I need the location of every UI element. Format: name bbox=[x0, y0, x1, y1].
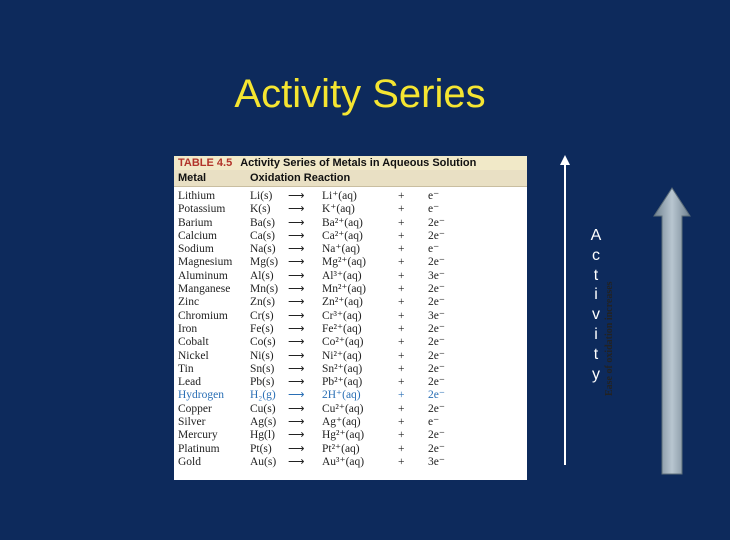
activity-letter: i bbox=[594, 286, 598, 304]
metal-name: Nickel bbox=[178, 349, 209, 362]
reaction-arrow-icon: ⟶ bbox=[288, 256, 305, 269]
table-row bbox=[174, 456, 527, 469]
plus-sign: + bbox=[398, 336, 405, 349]
metal-name: Gold bbox=[178, 455, 201, 468]
plus-sign: + bbox=[398, 429, 405, 442]
metal-name: Copper bbox=[178, 402, 212, 415]
plus-sign: + bbox=[398, 296, 405, 309]
reactant: Fe(s) bbox=[250, 322, 274, 335]
plus-sign: + bbox=[398, 283, 405, 296]
metal-name: Silver bbox=[178, 416, 206, 429]
electrons: 2e⁻ bbox=[428, 322, 445, 335]
table-row bbox=[174, 270, 527, 283]
product-ion: Na⁺(aq) bbox=[322, 243, 360, 256]
reaction-arrow-icon: ⟶ bbox=[288, 243, 305, 256]
metal-name: Mercury bbox=[178, 429, 218, 442]
plus-sign: + bbox=[398, 309, 405, 322]
reactant: Pb(s) bbox=[250, 376, 275, 389]
metal-name: Lead bbox=[178, 376, 201, 389]
reaction-arrow-icon: ⟶ bbox=[288, 429, 305, 442]
table-row bbox=[174, 283, 527, 296]
metal-name: Platinum bbox=[178, 442, 220, 455]
reactant: Ba(s) bbox=[250, 216, 275, 229]
electrons: 2e⁻ bbox=[428, 216, 445, 229]
electrons: 3e⁻ bbox=[428, 269, 445, 282]
plus-sign: + bbox=[398, 349, 405, 362]
table-row bbox=[174, 416, 527, 429]
reaction-arrow-icon: ⟶ bbox=[288, 269, 305, 282]
table-row bbox=[174, 376, 527, 389]
reaction-arrow-icon: ⟶ bbox=[288, 309, 305, 322]
table-title-text: Activity Series of Metals in Aqueous Solution bbox=[240, 157, 477, 169]
electrons: 2e⁻ bbox=[428, 283, 445, 296]
activity-letter: v bbox=[592, 306, 600, 324]
electrons: 2e⁻ bbox=[428, 402, 445, 415]
product-ion: Li⁺(aq) bbox=[322, 190, 357, 202]
table-row bbox=[174, 389, 527, 402]
plus-sign: + bbox=[398, 389, 405, 402]
table-label: TABLE 4.5 bbox=[178, 157, 233, 169]
reaction-arrow-icon: ⟶ bbox=[288, 376, 305, 389]
plus-sign: + bbox=[398, 402, 405, 415]
metal-name: Manganese bbox=[178, 283, 231, 296]
reaction-arrow-icon: ⟶ bbox=[288, 190, 305, 202]
table-row bbox=[174, 230, 527, 243]
electrons: 2e⁻ bbox=[428, 442, 445, 455]
metal-name: Calcium bbox=[178, 229, 217, 242]
electrons: 2e⁻ bbox=[428, 389, 445, 402]
plus-sign: + bbox=[398, 455, 405, 468]
table-row bbox=[174, 403, 527, 416]
reaction-arrow-icon: ⟶ bbox=[288, 322, 305, 335]
activity-letter: c bbox=[592, 246, 600, 264]
plus-sign: + bbox=[398, 269, 405, 282]
product-ion: Mn²⁺(aq) bbox=[322, 283, 367, 296]
reactant: Ag(s) bbox=[250, 416, 277, 429]
plus-sign: + bbox=[398, 216, 405, 229]
reaction-arrow-icon: ⟶ bbox=[288, 296, 305, 309]
metal-name: Barium bbox=[178, 216, 213, 229]
plus-sign: + bbox=[398, 243, 405, 256]
reactant: Mg(s) bbox=[250, 256, 279, 269]
product-ion: Cr³⁺(aq) bbox=[322, 309, 362, 322]
product-ion: Ba²⁺(aq) bbox=[322, 216, 363, 229]
column-header-metal: Metal bbox=[178, 172, 207, 184]
slide-title: Activity Series bbox=[234, 72, 486, 116]
reaction-arrow-icon: ⟶ bbox=[288, 416, 305, 429]
metal-name: Cobalt bbox=[178, 336, 209, 349]
table-row bbox=[174, 350, 527, 363]
product-ion: Pt²⁺(aq) bbox=[322, 442, 360, 455]
table-header-bar bbox=[174, 156, 527, 170]
plus-sign: + bbox=[398, 362, 405, 375]
reactant: K(s) bbox=[250, 203, 271, 216]
product-ion: Au³⁺(aq) bbox=[322, 455, 365, 468]
oxidation-arrow-label: Ease of oxidation increases bbox=[604, 281, 615, 396]
oxidation-arrow-icon bbox=[652, 186, 692, 476]
product-ion: K⁺(aq) bbox=[322, 203, 355, 216]
product-ion: Ag⁺(aq) bbox=[322, 416, 361, 429]
table-row bbox=[174, 203, 527, 216]
reaction-arrow-icon: ⟶ bbox=[288, 455, 305, 468]
reactant: Sn(s) bbox=[250, 362, 275, 375]
reaction-arrow-icon: ⟶ bbox=[288, 336, 305, 349]
metal-name: Tin bbox=[178, 362, 194, 375]
metal-name: Iron bbox=[178, 322, 198, 335]
table-row bbox=[174, 363, 527, 376]
plus-sign: + bbox=[398, 190, 405, 202]
product-ion: Al³⁺(aq) bbox=[322, 269, 362, 282]
reactant: Hg(l) bbox=[250, 429, 275, 442]
plus-sign: + bbox=[398, 416, 405, 429]
plus-sign: + bbox=[398, 376, 405, 389]
reactant: Mn(s) bbox=[250, 283, 279, 296]
metal-name: Hydrogen bbox=[178, 389, 224, 402]
product-ion: Hg²⁺(aq) bbox=[322, 429, 365, 442]
table-title bbox=[178, 157, 476, 169]
table-row bbox=[174, 296, 527, 309]
activity-letter: t bbox=[593, 345, 599, 363]
reaction-arrow-icon: ⟶ bbox=[288, 283, 305, 296]
product-ion: Sn²⁺(aq) bbox=[322, 362, 363, 375]
reactant: H₂(g) bbox=[250, 389, 276, 402]
metal-name: Magnesium bbox=[178, 256, 233, 269]
table-row bbox=[174, 243, 527, 256]
activity-letter: y bbox=[592, 365, 600, 383]
table-row bbox=[174, 443, 527, 456]
reactant: Zn(s) bbox=[250, 296, 275, 309]
electrons: 2e⁻ bbox=[428, 256, 445, 269]
metal-name: Lithium bbox=[178, 190, 216, 202]
reactant: Cr(s) bbox=[250, 309, 274, 322]
reactant: Li(s) bbox=[250, 190, 273, 202]
table-row bbox=[174, 256, 527, 269]
electrons: 2e⁻ bbox=[428, 429, 445, 442]
plus-sign: + bbox=[398, 442, 405, 455]
electrons: 2e⁻ bbox=[428, 296, 445, 309]
plus-sign: + bbox=[398, 322, 405, 335]
electrons: 3e⁻ bbox=[428, 455, 445, 468]
electrons: e⁻ bbox=[428, 190, 440, 202]
electrons: 2e⁻ bbox=[428, 336, 445, 349]
plus-sign: + bbox=[398, 203, 405, 216]
reactant: Au(s) bbox=[250, 455, 277, 468]
reactant: Pt(s) bbox=[250, 442, 272, 455]
column-header-reaction: Oxidation Reaction bbox=[250, 172, 351, 184]
table-row bbox=[174, 310, 527, 323]
reaction-arrow-icon: ⟶ bbox=[288, 216, 305, 229]
activity-vertical-word bbox=[586, 226, 606, 384]
table-row bbox=[174, 217, 527, 230]
electrons: e⁻ bbox=[428, 416, 440, 429]
reaction-arrow-icon: ⟶ bbox=[288, 402, 305, 415]
electrons: 2e⁻ bbox=[428, 376, 445, 389]
activity-letter: A bbox=[590, 227, 602, 244]
product-ion: Mg²⁺(aq) bbox=[322, 256, 367, 269]
metal-name: Zinc bbox=[178, 296, 200, 309]
activity-letter: i bbox=[594, 325, 598, 343]
plus-sign: + bbox=[398, 229, 405, 242]
plus-sign: + bbox=[398, 256, 405, 269]
product-ion: Pb²⁺(aq) bbox=[322, 376, 363, 389]
reactant: Ca(s) bbox=[250, 229, 275, 242]
metal-name: Aluminum bbox=[178, 269, 228, 282]
reaction-arrow-icon: ⟶ bbox=[288, 389, 305, 402]
table-row bbox=[174, 336, 527, 349]
reaction-arrow-icon: ⟶ bbox=[288, 362, 305, 375]
reaction-arrow-icon: ⟶ bbox=[288, 229, 305, 242]
metal-name: Potassium bbox=[178, 203, 226, 216]
product-ion: Ni²⁺(aq) bbox=[322, 349, 362, 362]
activity-series-table bbox=[174, 156, 615, 480]
product-ion: Cu²⁺(aq) bbox=[322, 402, 364, 415]
electrons: 2e⁻ bbox=[428, 349, 445, 362]
electrons: 2e⁻ bbox=[428, 362, 445, 375]
electrons: 2e⁻ bbox=[428, 229, 445, 242]
electrons: e⁻ bbox=[428, 203, 440, 216]
electrons: e⁻ bbox=[428, 243, 440, 256]
activity-up-arrow-icon bbox=[555, 155, 575, 467]
table-row bbox=[174, 190, 527, 203]
electrons: 3e⁻ bbox=[428, 309, 445, 322]
table-row bbox=[174, 429, 527, 442]
table-row bbox=[174, 323, 527, 336]
column-headers bbox=[174, 170, 527, 187]
table-rows bbox=[174, 190, 527, 469]
product-ion: Zn²⁺(aq) bbox=[322, 296, 363, 309]
reactant: Al(s) bbox=[250, 269, 274, 282]
reaction-arrow-icon: ⟶ bbox=[288, 349, 305, 362]
activity-letter: t bbox=[593, 266, 599, 284]
reaction-arrow-icon: ⟶ bbox=[288, 203, 305, 216]
metal-name: Sodium bbox=[178, 243, 214, 256]
reactant: Cu(s) bbox=[250, 402, 276, 415]
product-ion: Fe²⁺(aq) bbox=[322, 322, 362, 335]
reactant: Na(s) bbox=[250, 243, 276, 256]
metal-name: Chromium bbox=[178, 309, 228, 322]
product-ion: Ca²⁺(aq) bbox=[322, 229, 363, 242]
product-ion: Co²⁺(aq) bbox=[322, 336, 364, 349]
reactant: Co(s) bbox=[250, 336, 276, 349]
reaction-arrow-icon: ⟶ bbox=[288, 442, 305, 455]
product-ion: 2H⁺(aq) bbox=[322, 389, 361, 402]
reactant: Ni(s) bbox=[250, 349, 274, 362]
